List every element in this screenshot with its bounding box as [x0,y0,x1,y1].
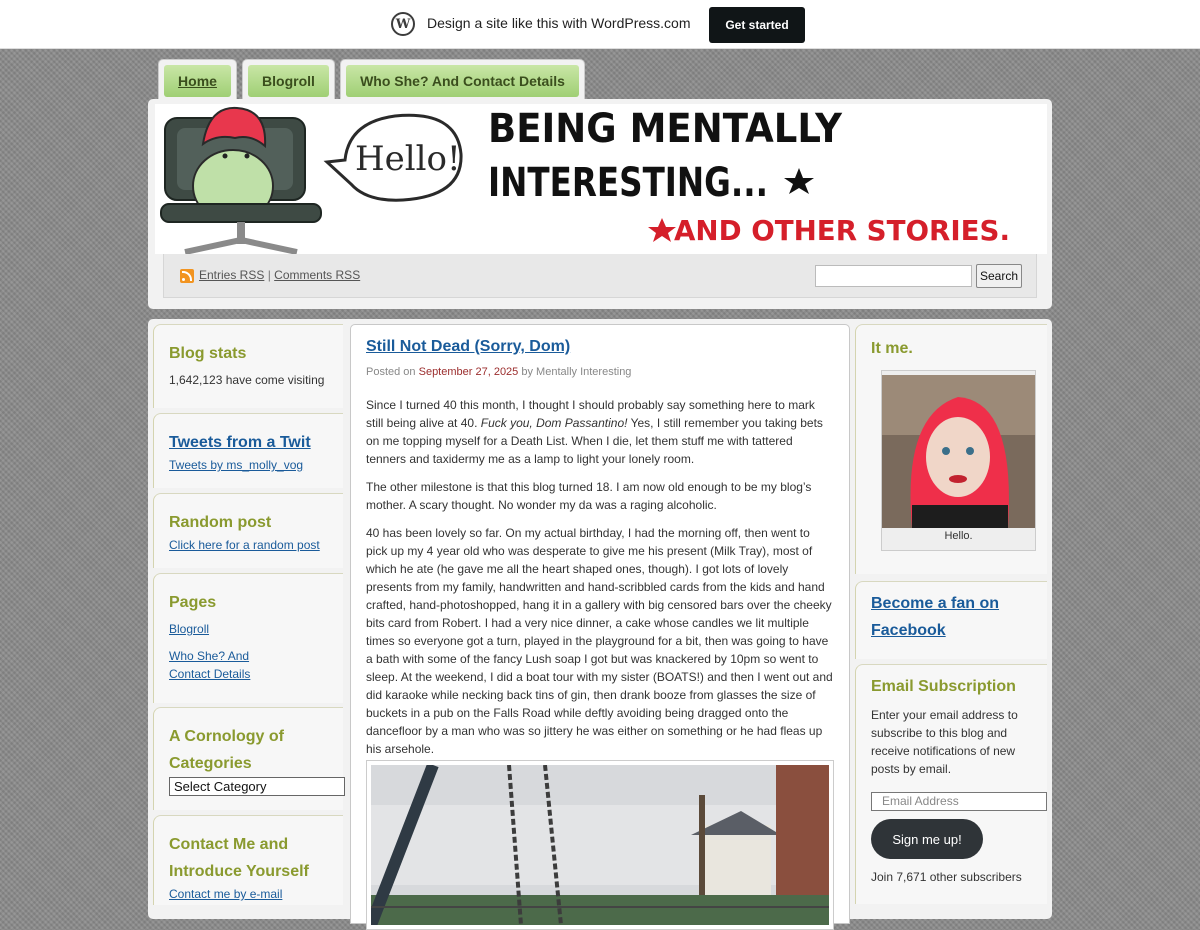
promo-text[interactable]: Design a site like this with WordPress.com [427,15,691,31]
profile-caption: Hello. [944,530,973,542]
post-paragraph-2: The other milestone is that this blog turned 18. I am now old enough to be my blog’s mother. A scary thought. No wonder my da was a raging alcoholic. [366,480,812,512]
page-link-contact-details[interactable]: Contact Details [169,667,251,681]
character-eye-right [245,154,250,159]
widget-title: Pages [169,594,217,611]
post-content [350,324,850,924]
widget-random-post [153,493,343,568]
character-eye-left [223,154,228,159]
facebook-fan-line-2: Facebook [871,622,946,639]
post-author: Mentally Interesting [536,366,632,378]
blog-stats-count: 1,642,123 have come visiting [169,373,325,387]
profile-photo-frame [881,370,1036,551]
widget-pages [153,573,343,703]
post-paragraph-1b: Yes, I still remember you taking bets on me topping myself for a Death List. When I die, let them stuff me with tattered tenners and taxidermy me as a lamp to light your lonely room. [366,416,823,466]
facebook-fan-line-1: Become a fan on [871,595,1000,612]
tab-who-she[interactable] [340,59,585,101]
wordpress-logo-letter: W [395,16,411,32]
get-started-button[interactable]: Get started [709,7,805,43]
chair-seat [161,204,321,222]
tweets-link[interactable]: Tweets by ms_molly_vog [169,458,304,472]
tab-home[interactable] [158,59,237,101]
post-title[interactable]: Still Not Dead (Sorry, Dom) [366,338,571,355]
widget-title: A Cornology of [169,728,284,745]
subscriber-count: Join 7,671 other subscribers [871,870,1022,884]
wordpress-logo-icon[interactable] [391,12,415,36]
banner-title-line-3: AND OTHER STORIES. [674,214,1010,247]
category-select[interactable]: Select Category [169,777,345,796]
banner-artwork [155,104,1047,254]
banner-title-line-2: INTERESTING... [488,160,768,206]
profile-photo[interactable] [882,375,1035,528]
widget-title-line-2: Categories [169,755,252,772]
tweets-title-link[interactable]: Tweets from a Twit [169,434,311,451]
playground-photo [371,765,829,925]
email-subscription-text: Enter your email address to subscribe to this blog and receive notifications of new posts by email. [871,708,1018,776]
widget-facebook [855,581,1047,659]
entries-rss-link[interactable]: Entries RSS [199,268,265,282]
wordpress-promo-bar [0,0,1200,49]
widget-email-subscription [855,664,1047,904]
profile-top [912,505,1008,528]
widget-title: Contact Me and [169,836,289,853]
post-meta-by: by [521,366,533,378]
widget-title: Email Subscription [871,678,1016,695]
chair-legs [185,240,297,252]
tab-blogroll[interactable] [242,59,335,101]
comments-rss-link[interactable]: Comments RSS [274,268,361,282]
feed-search-bar [163,254,1037,298]
star-icon [784,168,814,194]
facebook-fan-link[interactable] [871,590,1032,644]
post-body [366,396,834,758]
widget-title: Random post [169,514,272,531]
post-paragraph-1a: Since I turned 40 this month, I thought I should probably say something here to mark still being alive at 40. [366,398,815,430]
widget-categories [153,707,343,810]
widget-contact [153,815,343,905]
profile-lips [949,475,967,483]
tab-home-label[interactable]: Home [164,65,231,97]
contact-email-link[interactable]: Contact me by e-mail [169,887,283,901]
email-address-input[interactable]: Email Address [871,792,1047,811]
feed-separator: | [267,268,271,282]
feed-links [199,268,360,282]
search-input[interactable] [815,265,972,287]
post-meta [366,366,834,378]
widget-blog-stats [153,324,343,408]
widget-title-line-2: Introduce Yourself [169,863,309,880]
widget-tweets [153,413,343,488]
tab-blogroll-label[interactable]: Blogroll [248,65,329,97]
page-link-who-she[interactable]: Who She? And [169,649,250,663]
page-link-blogroll[interactable]: Blogroll [169,622,210,636]
search-button[interactable]: Search [976,264,1022,288]
tab-who-she-label[interactable]: Who She? And Contact Details [346,65,579,97]
speech-text: Hello! [355,139,461,179]
sign-me-up-button[interactable]: Sign me up! [871,819,983,859]
widget-title: Blog stats [169,345,247,362]
profile-face [926,417,990,497]
post-date-link[interactable]: September 27, 2025 [418,366,519,378]
widget-title: It me. [871,340,913,357]
banner-title-line-1: BEING MENTALLY [488,106,843,152]
red-star-icon [648,218,676,242]
profile-eye-left [942,447,950,455]
rss-icon [180,269,194,283]
post-paragraph-3: 40 has been lovely so far. On my actual birthday, I had the morning off, then went to pick up my 4 year old who was desperate to give me his present (Milk Tray), most of which he ate (he gave me all the heart shaped ones, though). I got lots of lovely presents from my family, handwritten and hand-scribbled cards from the kids and hand crafted, hand-photoshopped, hang it in a gallery with big censored bars over the cheeky bits card from Robert. I had a very nice dinner, a cake whose candles we lit multiple times so everyone got a turn, played in the playground for a bit, then was going to have a bath with some of the fancy Lush soap I got but was knackered by 10pm so went to sleep. At the weekend, I did a boat tour with my sister (BOATS!) and then I went out and did karaoke while necking back tins of gin, then drank booze from glasses the size of buckets in a pub on the Falls Road while deftly avoiding being dragged onto the dancefloor by a man who was so jittery he was either on something or he had fleas up his arsehole. [366,526,833,756]
widget-it-me [855,324,1047,574]
profile-eye-right [966,447,974,455]
post-paragraph-1-emphasis: Fuck you, Dom Passantino! [480,416,628,430]
random-post-link[interactable]: Click here for a random post [169,538,320,552]
post-photo[interactable] [366,760,834,930]
post-meta-prefix: Posted on [366,366,416,378]
post-paragraph-1 [366,396,834,468]
header-banner[interactable] [155,104,1047,254]
